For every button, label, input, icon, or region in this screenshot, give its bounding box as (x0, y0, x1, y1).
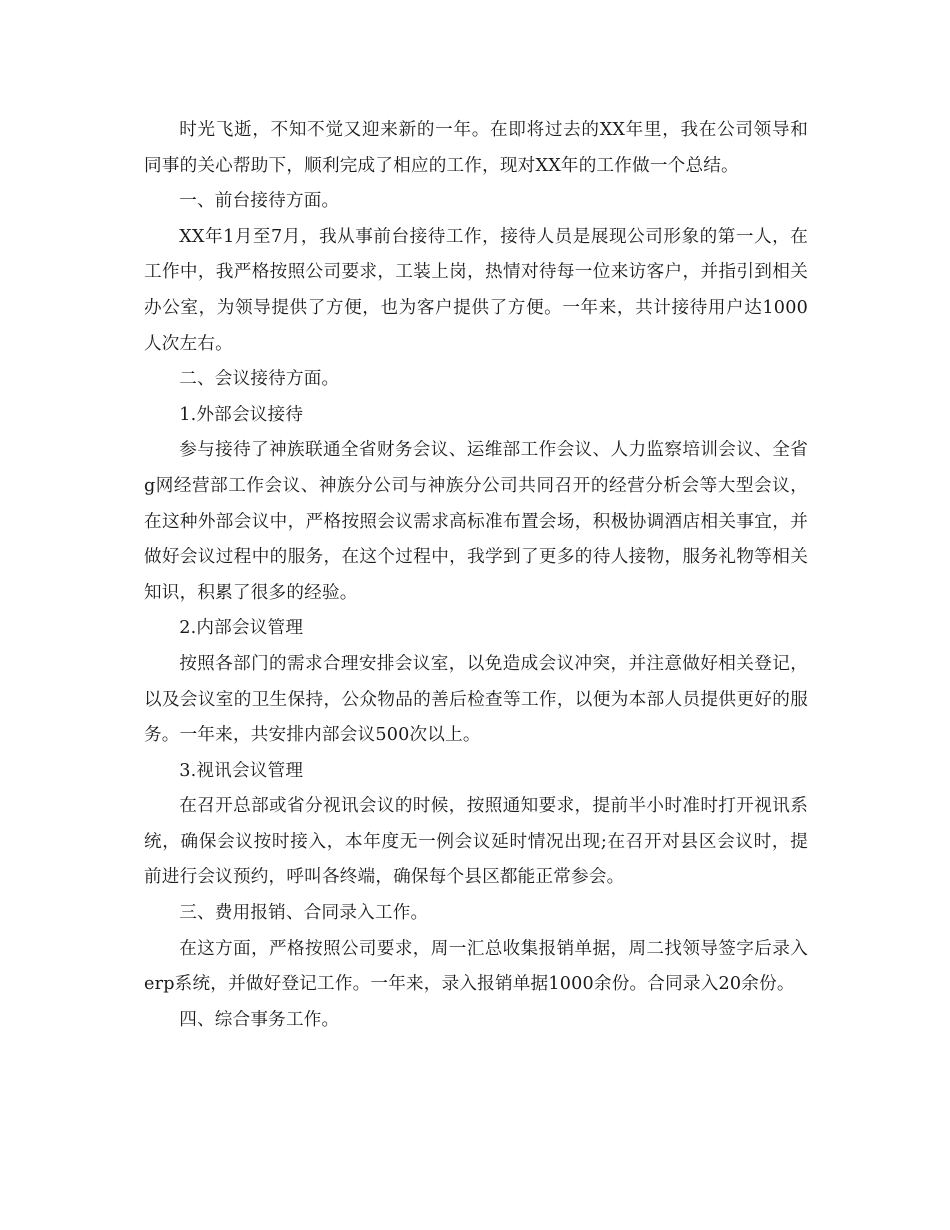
external-meetings-paragraph: 参与接待了神族联通全省财务会议、运维部工作会议、人力监察培训会议、全省g网经营部工作会议、神族分公司与神族分公司共同召开的经营分析会等大型会议，在这种外部会议中，严格按照会议需求高标准布置会场，积极协调酒店相关事宜，并做好会议过程中的服务，在这个过程中，我学到了更多的待人接物，服务礼物等相关知识，积累了很多的经验。 (144, 440, 808, 603)
section-heading-expenses: 三、费用报销、合同录入工作。 (179, 903, 429, 924)
internal-meetings-paragraph: 按照各部门的需求合理安排会议室，以免造成会议冲突，并注意做好相关登记，以及会议室的卫生保持，公众物品的善后检查等工作，以便为本部人员提供更好的服务。一年来，共安排内部会议500次以上。 (144, 653, 808, 746)
expenses-paragraph: 在这方面，严格按照公司要求，周一汇总收集报销单据，周二找领导签字后录入erp系统，并做好登记工作。一年来，录入报销单据1000余份。合同录入20余份。 (144, 938, 808, 995)
document-page (144, 113, 808, 1038)
subheading-video-meetings: 3.视讯会议管理 (179, 760, 304, 781)
subheading-internal-meetings: 2.内部会议管理 (179, 618, 304, 639)
subheading-external-meetings: 1.外部会议接待 (179, 404, 304, 425)
section-heading-general-affairs: 四、综合事务工作。 (179, 1009, 340, 1030)
front-desk-paragraph: XX年1月至7月，我从事前台接待工作，接待人员是展现公司形象的第一人，在工作中，我严格按照公司要求，工装上岗，热情对待每一位来访客户，并指引到相关办公室，为领导提供了方便，也为客户提供了方便。一年来，共计接待用户达1000人次左右。 (144, 226, 808, 354)
section-heading-front-desk: 一、前台接待方面。 (179, 191, 340, 212)
video-meetings-paragraph: 在召开总部或省分视讯会议的时候，按照通知要求，提前半小时准时打开视讯系统，确保会议按时接入，本年度无一例会议延时情况出现;在召开对县区会议时，提前进行会议预约，呼叫各终端，确保每个县区都能正常参会。 (144, 796, 808, 888)
intro-paragraph: 时光飞逝，不知不觉又迎来新的一年。在即将过去的XX年里，我在公司领导和同事的关心帮助下，顺利完成了相应的工作，现对XX年的工作做一个总结。 (144, 120, 808, 176)
section-heading-meetings: 二、会议接待方面。 (179, 369, 340, 390)
